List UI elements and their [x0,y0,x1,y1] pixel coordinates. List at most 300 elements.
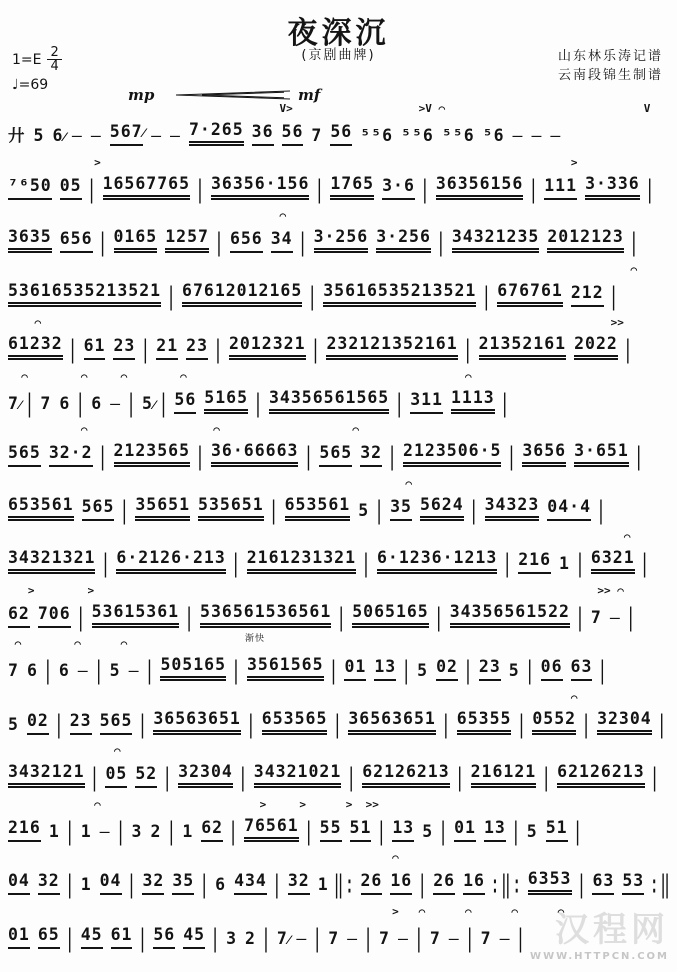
barline: | [417,869,429,899]
note-group: 3 [226,928,237,948]
note-group: 35 [172,872,194,895]
note-group: 16 [390,872,412,895]
note-group: 13 [392,819,414,842]
note-group: – [170,126,181,146]
note-group: 216 [8,819,41,842]
piece-subtitle: (京剧曲牌) [301,48,376,63]
barline: | [464,923,476,952]
note-group: 565 [100,712,133,735]
note-group: 34356561565 [269,389,389,414]
note-group: 5⁄⁄⁄ [142,393,154,413]
articulation-row: ⌒ >> [8,316,624,329]
barline: | [195,441,206,471]
tempo-annotation: 渐快 [245,633,266,644]
note-group: 3·336 [585,175,640,200]
note-group: 653561 [285,496,351,521]
note-group: 7 [590,607,602,627]
note-group: 45 [183,926,205,949]
barline: | [454,762,466,792]
music-lines [0,102,677,958]
note-group: 05 [105,765,127,788]
note-group: 34356561522 [450,603,570,628]
barline: | [649,762,661,792]
barline: | [440,709,452,738]
note-group: 5 [358,500,370,520]
barline: | [75,602,87,631]
barline: | [307,281,319,310]
note-group: 565 [8,444,41,467]
barline: | [433,602,445,631]
note-group: 04 [8,872,30,895]
note-group: 32304 [597,710,652,735]
note-group: 45 [81,926,103,949]
note-group: 7 [40,393,52,413]
barline: | [53,709,65,738]
note-group: 21 [156,337,178,360]
note-group: 7 [480,928,492,948]
barline: | [67,334,79,364]
note-group: 706 [38,605,71,628]
music-line [8,905,669,959]
note-group: 62 [201,819,223,842]
tremolo-icon: ⁄⁄⁄ [18,397,20,413]
barline: | [75,388,87,417]
note-group: 2123565 [114,442,191,467]
note-group: – [151,126,163,146]
notes-row [8,544,669,578]
barline: | [394,388,406,417]
note-group: 6 [58,661,70,681]
articulation-row: ⌒ [8,262,638,276]
note-group: 02 [436,658,458,681]
note-group: – [77,661,89,681]
barline: | [328,655,340,685]
barline: | [510,816,522,845]
dynamic-mp-label: mp [128,86,155,104]
barline: | [166,816,178,845]
barline: | [144,655,156,685]
note-group: 26 [433,872,455,895]
barline: | [576,869,588,899]
note-group: 2161231321 [247,549,356,574]
barline: | [656,709,668,738]
note-group: 6 [91,393,103,413]
note-group: 3·6 [382,177,415,200]
note-group: 32304 [178,763,233,788]
note-group: 653565 [262,710,328,735]
note-group: 1 [317,875,329,895]
note-group: 1 [48,821,60,841]
note-group: 565 [82,498,115,521]
note-group: 212 [571,284,604,307]
note-group: 565 [319,444,352,467]
note-group: 3656 [522,442,566,467]
articulation-row: > ⌒ ⌒ ⌒ ⌒ [8,904,565,918]
barline: | [126,869,138,899]
articulation-row: > > [8,155,578,169]
note-group: 7·265 [189,121,244,146]
score-header [0,0,677,93]
articulation-row: ⌒ > > > >> [8,797,379,811]
note-group: 7⁄⁄⁄ [8,393,20,413]
barline: | [42,655,54,685]
barline: | [528,174,540,203]
note-group: ⁵⁵6 [360,126,394,146]
articulation-row: ⌒ [8,851,399,864]
articulation-row: ⌒ [8,690,578,704]
note-group: 34323 [485,496,540,521]
music-line [8,423,669,477]
note-group: 1 [80,875,92,895]
note-group: 05 [60,177,82,200]
barline: | [468,495,480,524]
barline: | [312,923,324,952]
barline: | [481,281,493,310]
note-group: – [531,126,543,146]
barline: | [387,441,399,471]
dynamic-mf-label: mf [298,86,321,104]
barline: | [297,227,309,257]
music-line [8,691,669,745]
dynamics-row [0,86,677,102]
note-group: 5065165 [352,603,429,628]
note-group: 01 [8,926,30,949]
note-group: 01 [454,819,476,842]
note-group: 36356·156 [211,175,309,200]
notes-row [8,598,669,631]
notes-row [8,277,669,310]
note-group: 62126213 [362,763,449,788]
barline: | [435,227,447,257]
note-group: – [512,126,524,146]
notes-row [8,705,669,738]
note-group: 23 [479,658,501,681]
barline: | [303,441,315,471]
barline: | [574,602,586,631]
note-group: 32 [288,872,310,895]
note-group: 2 [245,928,256,948]
note-group: 676761 [497,282,563,307]
note-group: 35651 [135,496,190,521]
barline: | [64,869,76,899]
watermark-logo: 汉程网 [555,910,669,950]
note-group: – [110,393,122,413]
note-group: 1257 [165,228,209,253]
barline: | [245,709,257,738]
music-line [8,370,669,424]
barline: | [499,388,511,417]
note-group: 36 [252,123,274,146]
note-group: 1113 [451,389,495,414]
note-group: 65355 [457,710,512,735]
note-group: 56 [330,123,352,146]
music-line [8,798,669,852]
note-group: 53616535213521 [8,282,161,307]
note-group: 5165 [204,389,248,414]
note-group: 65 [38,926,60,949]
note-group: 7 [328,928,340,948]
barline: | [137,709,149,738]
barline: | [195,174,206,203]
barline: | [310,334,322,364]
barline: | [253,388,264,417]
barline: | [314,174,326,203]
note-group: 653561 [8,496,74,521]
barline: | [644,174,656,203]
note-group: 63 [592,872,614,895]
note-group: 5 [526,821,538,841]
note-group: ⁵⁵6 [401,126,434,146]
note-group: 34 [271,230,293,253]
barline: | [462,655,474,685]
note-group: 56 [153,926,175,949]
note-group: 63 [571,658,593,681]
barline: | [140,334,152,364]
piece-title: 夜深沉 [287,16,390,51]
note-group: 0165 [114,228,158,253]
note-group: 3635 [8,228,52,253]
barline: | [597,655,609,685]
note-group: 6·1236·1213 [377,549,497,574]
note-group: 01 [344,658,366,681]
note-group: 434 [234,872,267,895]
music-line [8,583,669,644]
barline: | [363,923,375,952]
note-group: 216 [518,551,551,574]
notes-row [8,384,669,417]
barline: | [639,548,651,578]
note-group: 5 [422,821,434,841]
music-line [8,530,669,584]
note-group: 32 [142,872,164,895]
note-group: – [71,126,83,146]
barline: | [97,441,109,471]
note-group: 5624 [420,496,464,521]
barline: | [86,174,98,203]
barline: | [401,655,413,685]
note-group: – [90,126,102,146]
crescendo-hairpin-icon [172,89,292,101]
music-line [8,263,669,317]
watermark-url: WWW.HTTPCN.COM [530,951,669,962]
notes-row [8,919,669,952]
note-group: 505165 [160,656,226,681]
note-group: 111 [544,177,577,200]
note-group: 53 [622,872,644,895]
barline: | [502,548,514,578]
note-group: – [397,928,409,948]
note-group: 656 [60,230,93,253]
barline: | [231,655,242,685]
note-group: – [128,661,140,681]
music-line [8,209,669,263]
time-signature-numerator: 2 [50,45,59,60]
notes-row [8,812,669,845]
note-group: 6⁄⁄⁄ [52,126,64,146]
note-group: – [448,928,460,948]
note-group: 567⁄⁄⁄ [110,123,143,146]
credit-line-engraver: 云南段锦生制谱 [557,67,663,83]
barline: | [336,602,348,631]
note-group: 13 [374,658,396,681]
tremolo-icon: ⁄⁄⁄ [142,126,144,142]
barline: | [622,334,634,364]
barline: | [166,281,178,310]
note-group: 36563651 [153,710,240,735]
note-group: 32 [38,872,60,895]
barline: | [237,762,249,792]
note-group: 6353 [528,870,572,895]
barline: | [64,923,76,952]
note-group: – [99,821,111,841]
music-line [8,637,669,691]
barline: | [115,816,127,845]
music-line [8,477,669,531]
note-group: 3561565 [247,656,324,681]
note-group: 232121352161 [326,335,457,360]
note-group: 5 [109,661,121,681]
music-line [8,851,672,905]
note-group: 216121 [471,763,537,788]
music-line [8,744,669,798]
barline: | [24,388,36,417]
barline: | [64,816,76,845]
note-group: 76561 [244,817,299,842]
note-group: 34321235 [452,228,539,253]
note-group: 36563651 [348,710,435,735]
barline: | [271,869,283,899]
note-group: – [499,928,511,948]
note-group: 62126213 [557,763,644,788]
barline: ‖: [333,869,356,899]
note-group: 23 [186,337,208,360]
barline: | [596,495,607,524]
barline: | [97,227,109,257]
note-group: – [609,607,621,627]
music-line [8,102,669,156]
note-group: 04·4 [547,498,591,521]
note-group: 1 [80,821,92,841]
barline: | [515,923,527,952]
note-group: 3·256 [376,228,431,253]
note-group: 7 [379,928,390,948]
note-group: 02 [27,712,49,735]
note-group: 2123506·5 [403,442,501,467]
note-group: 5 [417,661,429,681]
note-group: 16 [463,872,485,895]
tremolo-icon: ⁄⁄⁄ [287,932,289,948]
note-group: – [296,928,308,948]
barline: | [260,923,272,952]
tremolo-icon: ⁄⁄⁄ [63,130,64,146]
barline: | [516,709,528,738]
note-group: 61 [111,926,133,949]
note-group: – [347,928,359,948]
barline: | [210,923,222,952]
note-group: 1 [182,821,194,841]
note-group: 35616535213521 [323,282,476,307]
note-group: 7⁄⁄⁄ [276,928,289,948]
note-group: 23 [70,712,92,735]
barline: | [541,762,553,792]
note-group: 16567765 [103,175,190,200]
note-group: 2022 [574,335,618,360]
note-group: 52 [135,765,157,788]
articulation-row: ⌒ ⌒ ⌒ [8,423,359,436]
credit-line-transcriber: 山东林乐涛记谱 [557,49,663,64]
barline: | [633,441,645,471]
barline: | [184,602,196,631]
barline: | [625,602,637,631]
note-group: 536561536561 [200,603,331,628]
note-group: 1765 [330,175,374,200]
barline: | [419,174,431,203]
notes-row [8,651,669,685]
barline: | [158,388,170,417]
tempo-marking: ♩=69 [12,77,49,93]
articulation-row: ⌒ [8,209,287,222]
barline: :‖: [489,869,523,899]
note-group: 34321021 [254,763,341,788]
barline: | [374,495,386,524]
note-group: 2012123 [547,228,624,253]
note-group: 61232 [8,335,63,360]
note-group: 23 [113,337,135,360]
note-group: 36·66663 [211,442,298,467]
note-group: 3 [131,821,143,841]
barline: | [361,548,372,578]
articulation-row: > > >> ⌒ [8,583,624,597]
note-group: 656 [230,230,263,253]
barline: | [506,441,518,471]
notes-row [8,758,669,792]
notes-row [8,865,672,899]
barline: | [100,548,112,578]
note-group: 5 [33,126,45,146]
note-group: 26 [361,872,383,895]
barline: | [332,709,344,738]
note-group: 3·256 [314,228,369,253]
note-group: 35 [390,498,412,521]
note-group: 06 [541,658,563,681]
note-group: 5 [508,661,520,681]
note-group: 2 [150,821,162,841]
barline: | [93,655,105,685]
note-group: 6 [26,661,38,681]
articulation-row: ⌒ [8,530,631,543]
music-line [8,316,669,370]
note-group: 535651 [198,496,264,521]
note-group: ⁵⁵6 [441,126,475,146]
articulation-row: ⌒ ⌒ ⌒ ⌒ ⌒ [8,369,472,383]
music-line [8,156,669,210]
note-group: 51 [350,819,372,842]
barline: | [268,495,280,524]
barline: | [126,388,138,417]
note-group: 21352161 [479,335,566,360]
note-group: ⁵6 [482,126,505,146]
barline: | [119,495,131,524]
barline: | [462,334,474,364]
notes-row [8,437,669,471]
time-signature [47,46,61,73]
note-group: 7 [311,126,323,146]
barline: | [213,334,224,364]
barline: | [572,816,584,845]
note-group: 04 [100,872,122,895]
key-label: 1=E [12,51,42,68]
note-group: 3·651 [574,442,629,467]
